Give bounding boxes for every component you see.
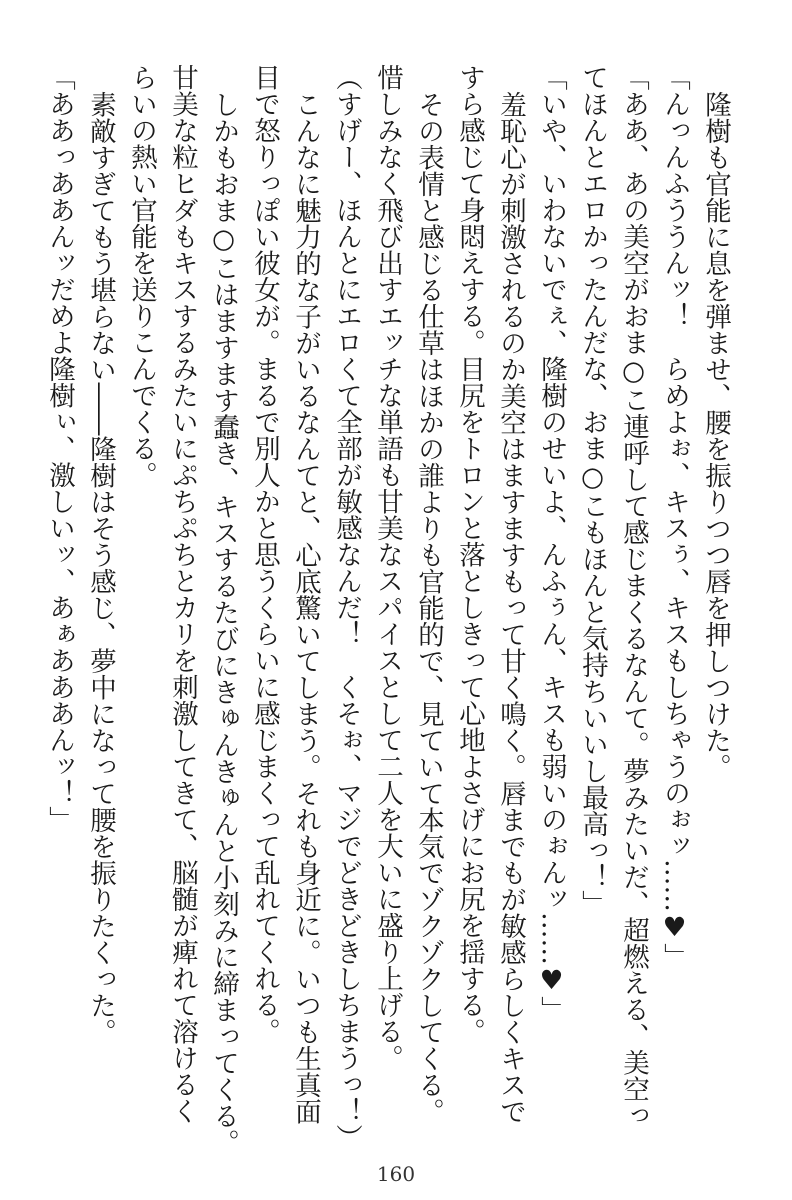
text-line: 「ああ、あの美空がおま○こ連呼して感じまくるなんて。夢みたいだ、超燃える、美空っ (618, 64, 649, 1129)
body-text (39, 64, 736, 1155)
text-line: 「んっんふううんッ！ らめよぉ、キスぅ、キスもしちゃうのぉッ……♥」 (659, 64, 690, 970)
text-line: 羞恥心が刺激されるのか美空はますますもって甘く鳴く。唇までもが敏感らしくキスで (495, 90, 526, 1124)
text-line: すら感じて身悶えする。目尻をトロンと落としきって心地よさげにお尻を揺する。 (454, 64, 485, 1045)
text-line: 隆樹も官能に息を弾ませ、腰を振りつつ唇を押しつけた。 (700, 90, 731, 780)
text-line: 目で怒りっぽい彼女が。まるで別人かと思うくらいに感じまくって乱れてくれる。 (249, 64, 280, 1045)
text-line: その表情と感じる仕草はほかの誰よりも官能的で、見ていて本気でゾクゾクしてくる。 (413, 90, 444, 1124)
page-number: 160 (376, 1162, 416, 1186)
text-line: らいの熱い官能を送りこんでくる。 (126, 64, 157, 488)
text-line: 素敵すぎてもう堪らない――隆樹はそう感じ、夢中になって腰を振りたくった。 (85, 90, 116, 1045)
text-line: こんなに魅力的な子がいるなんてと、心底驚いてしまう。それも身近に。いつも生真面 (290, 90, 321, 1124)
text-line: （すげー、ほんとにエロくて全部が敏感なんだ！ くそぉ、マジでどきどきしちまうっ！） (331, 64, 362, 1151)
text-line: 「ああっああんッだめよ隆樹ぃ、激しいッ、あぁあああんッ！」 (44, 64, 75, 833)
text-line: しかもおま○こはますます蠢き、キスするたびにきゅんきゅんと小刻みに締まってくる。 (208, 90, 239, 1155)
text-line: てほんとエロかったんだな、おま○こもほんと気持ちいいし最高っ！」 (577, 64, 608, 917)
text-line: 「いや、いわないでぇ、隆樹のせいよ、んふぅん、キスも弱いのぉんッ……♥」 (536, 64, 567, 1023)
text-line: 惜しみなく飛び出すエッチな単語も甘美なスパイスとして二人を大いに盛り上げる。 (372, 64, 403, 1071)
text-line: 甘美な粒ヒダもキスするみたいにぷちぷちとカリを刺激してきて、脳髄が痺れて溶けるく (167, 64, 198, 1124)
